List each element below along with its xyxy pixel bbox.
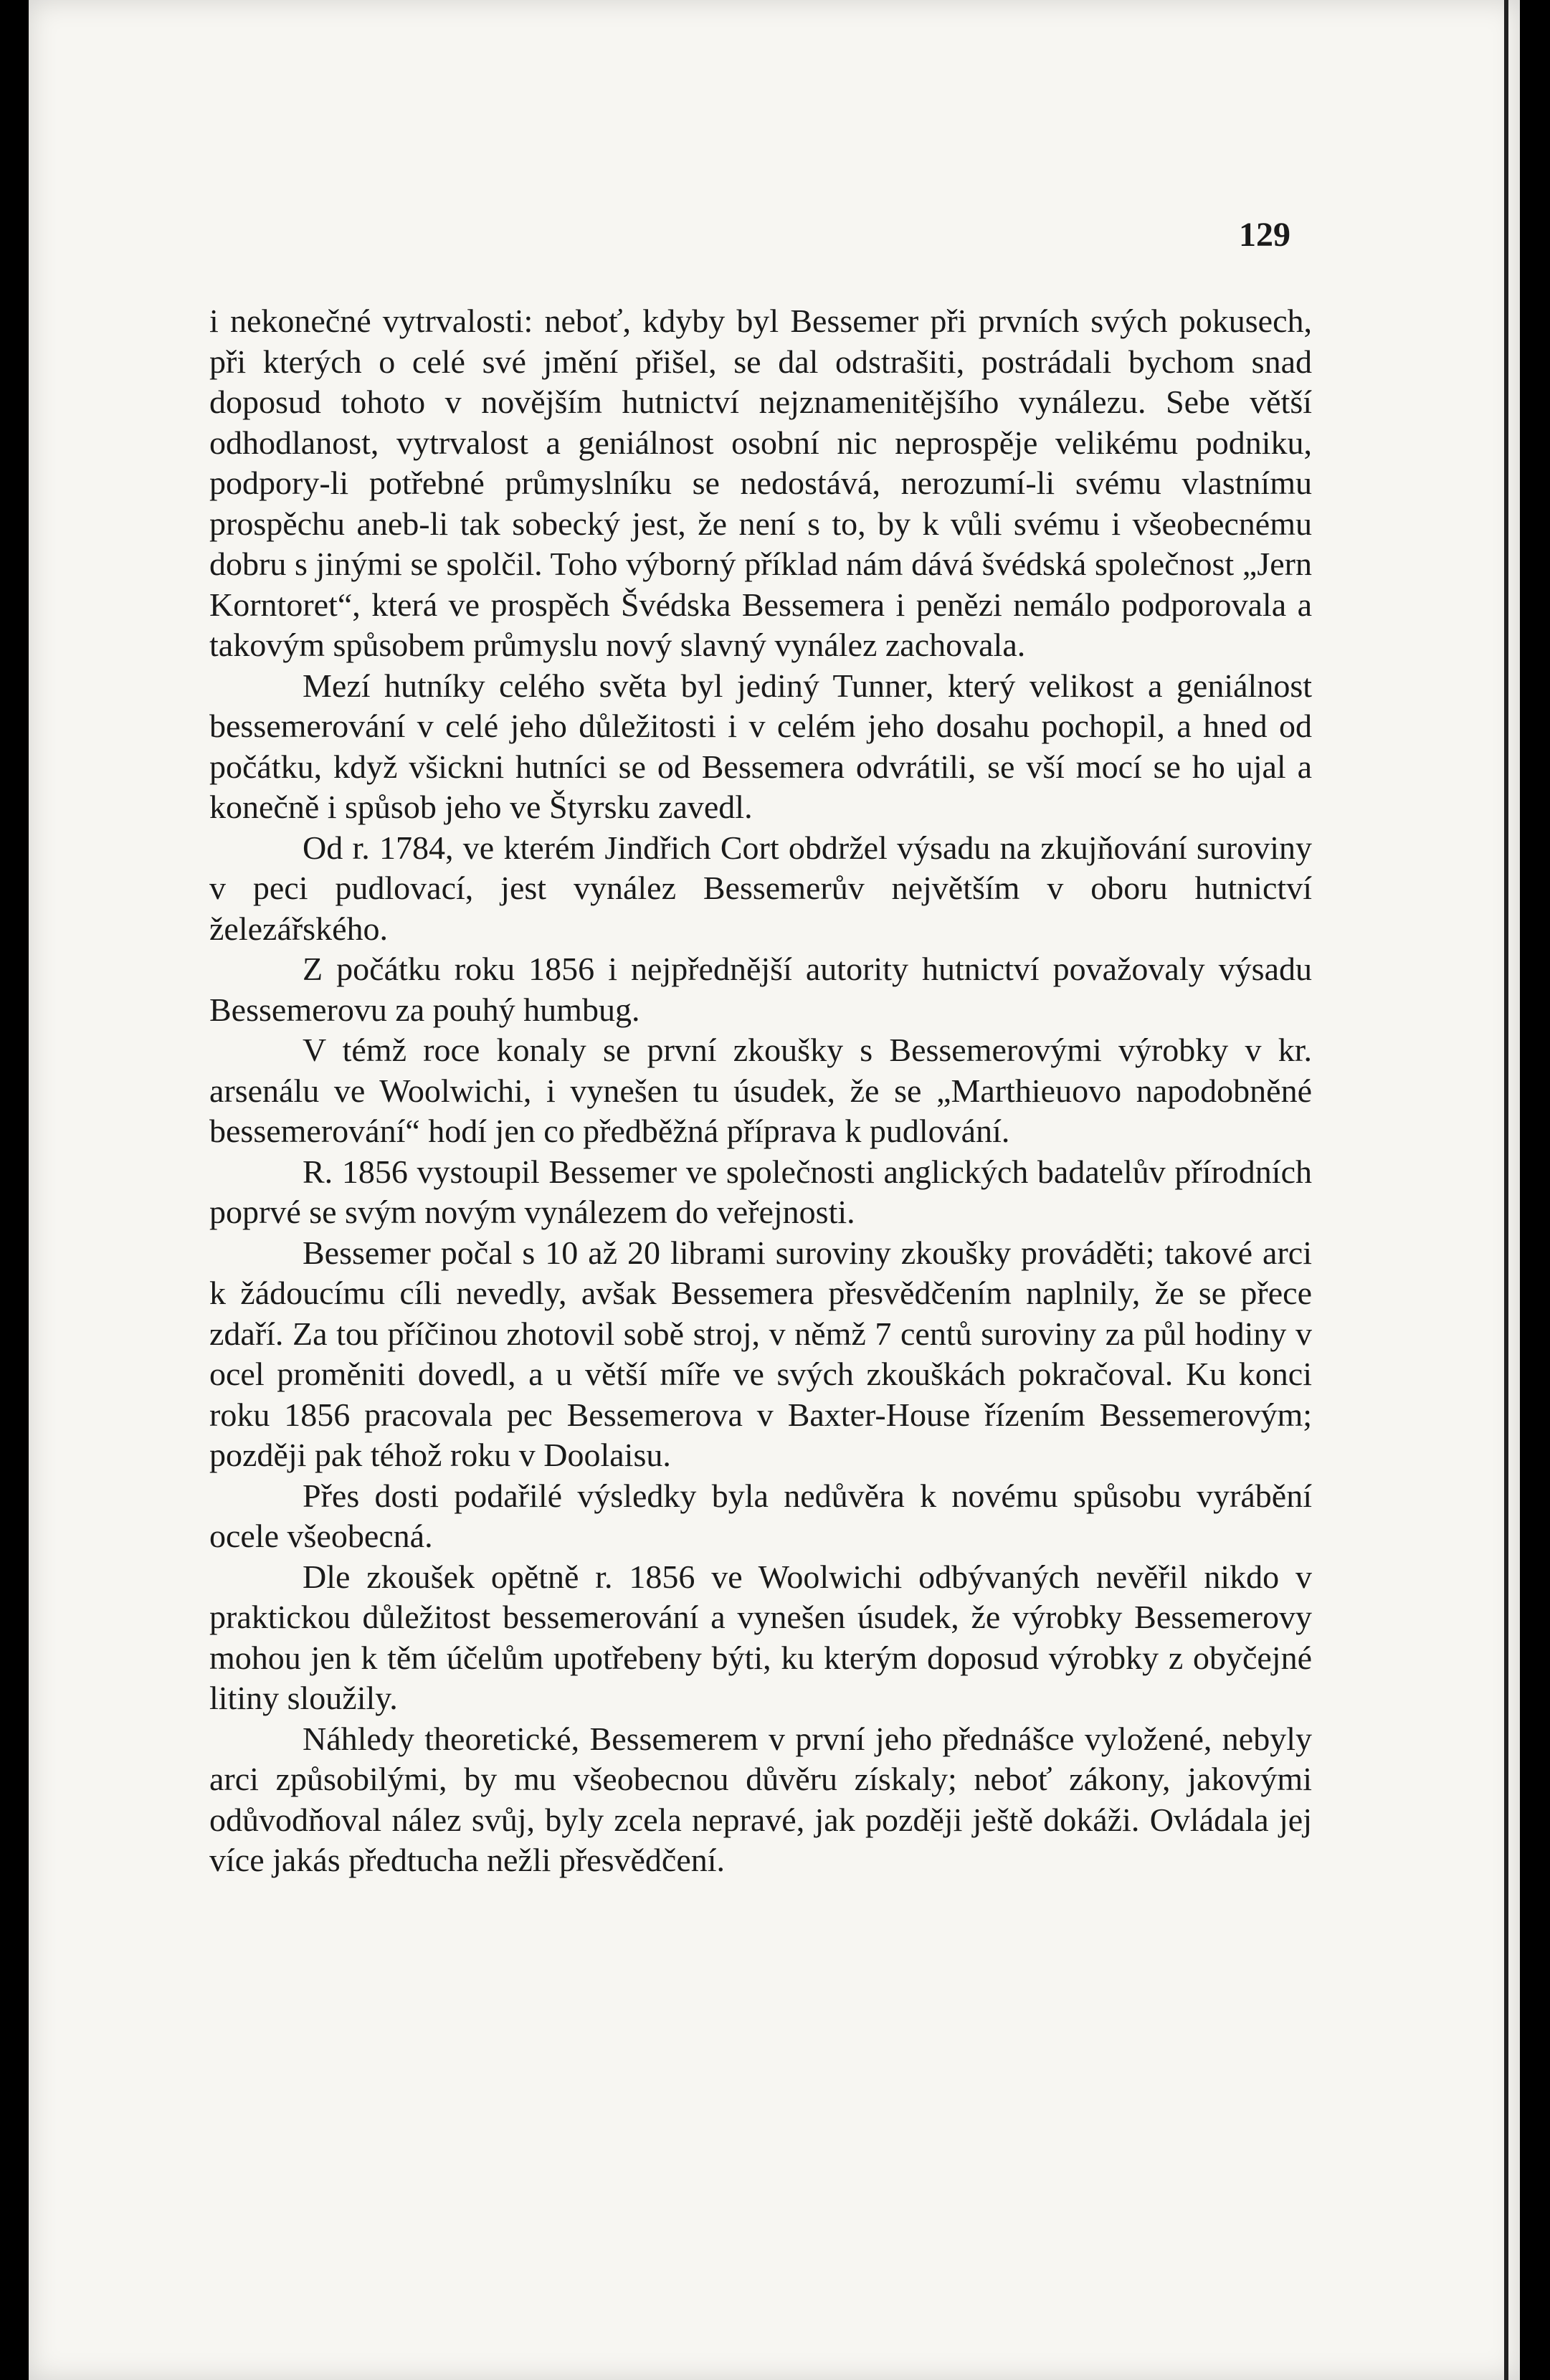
- paragraph: Mezí hutníky celého světa byl jediný Tunner, který velikost a geniálnost bessemerování v celé jeho důležitosti i v celém jeho dosahu pochopil, a hned od počátku, když všickni hutníci se od Bessemera odvrátili, se vší mocí se ho ujal a konečně i spůsob jeho ve Štyrsku zavedl.: [209, 667, 1312, 825]
- paragraph: Dle zkoušek opětně r. 1856 ve Woolwichi odbývaných nevěřil nikdo v praktickou důležitost bessemerování a vynešen úsudek, že výrobky Bessemerovy mohou jen k těm účelům upotřebeny býti, ku kterým doposud výrobky z obyčejné litiny sloužily.: [209, 1558, 1312, 1716]
- paragraph: R. 1856 vystoupil Bessemer ve společnosti anglických badatelův přírodních poprvé se svým novým vynálezem do veřejnosti.: [209, 1153, 1312, 1230]
- page-edge-rule: [1504, 0, 1508, 2380]
- body-text: [209, 301, 1312, 1881]
- paragraph: V témž roce konaly se první zkoušky s Bessemerovými výrobky v kr. arsenálu ve Woolwichi, i vynešen tu úsudek, že se „Marthieuovo napodobněné bessemerování“ hodí jen co předběžná příprava k pudlování.: [209, 1032, 1312, 1149]
- paragraph: i nekonečné vytrvalosti: neboť, kdyby byl Bessemer při prvních svých pokusech, při kterých o celé své jmění přišel, se dal odstrašiti, postrádali bychom snad doposud tohoto v novějším hutnictví nejznamenitějšího vynálezu. Sebe větší odhodlanost, vytrvalost a geniálnost osobní nic neprospěje velikému podniku, podpory-li potřebné průmyslníku se nedostává, nerozumí-li svému vlastnímu prospěchu aneb-li tak sobecký jest, že není s to, by k vůli svému i všeobecnému dobru s jinými se spolčil. Toho výborný příklad nám dává švédská společnost „Jern Korntoret“, která ve prospěch Švédska Bessemera i penězi nemálo podporovala a takovým spůsobem průmyslu nový slavný vynález zachovala.: [209, 303, 1312, 663]
- paragraph: Náhledy theoretické, Bessemerem v první jeho přednášce vyložené, nebyly arci způsobilými, by mu všeobecnou důvěru získaly; neboť zákony, jakovými odůvodňoval nález svůj, byly zcela nepravé, jak později ještě dokáži. Ovládala jej více jakás předtucha nežli přesvědčení.: [209, 1720, 1312, 1878]
- paragraph: Bessemer počal s 10 až 20 librami suroviny zkoušky prováděti; takové arci k žádoucímu cíli nevedly, avšak Bessemera přesvědčením naplnily, že se přece zdaří. Za tou příčinou zhotovil sobě stroj, v němž 7 centů suroviny za půl hodiny v ocel proměniti dovedl, a u větší míře ve svých zkouškách pokračoval. Ku konci roku 1856 pracovala pec Bessemerova v Baxter-House řízením Bessemerovým; později pak téhož roku v Doolaisu.: [209, 1234, 1312, 1473]
- page-scan: [29, 0, 1520, 2380]
- paragraph: Přes dosti podařilé výsledky byla nedůvěra k novému spůsobu vyrábění ocele všeobecná.: [209, 1477, 1312, 1554]
- page-number: 129: [1239, 216, 1290, 254]
- paragraph: Z počátku roku 1856 i nejpřednější autority hutnictví považovaly výsadu Bessemerovu za pouhý humbug.: [209, 951, 1312, 1028]
- paragraph: Od r. 1784, ve kterém Jindřich Cort obdržel výsadu na zkujňování suroviny v peci pudlovací, jest vynález Bessemerův největším v oboru hutnictví železářského.: [209, 829, 1312, 947]
